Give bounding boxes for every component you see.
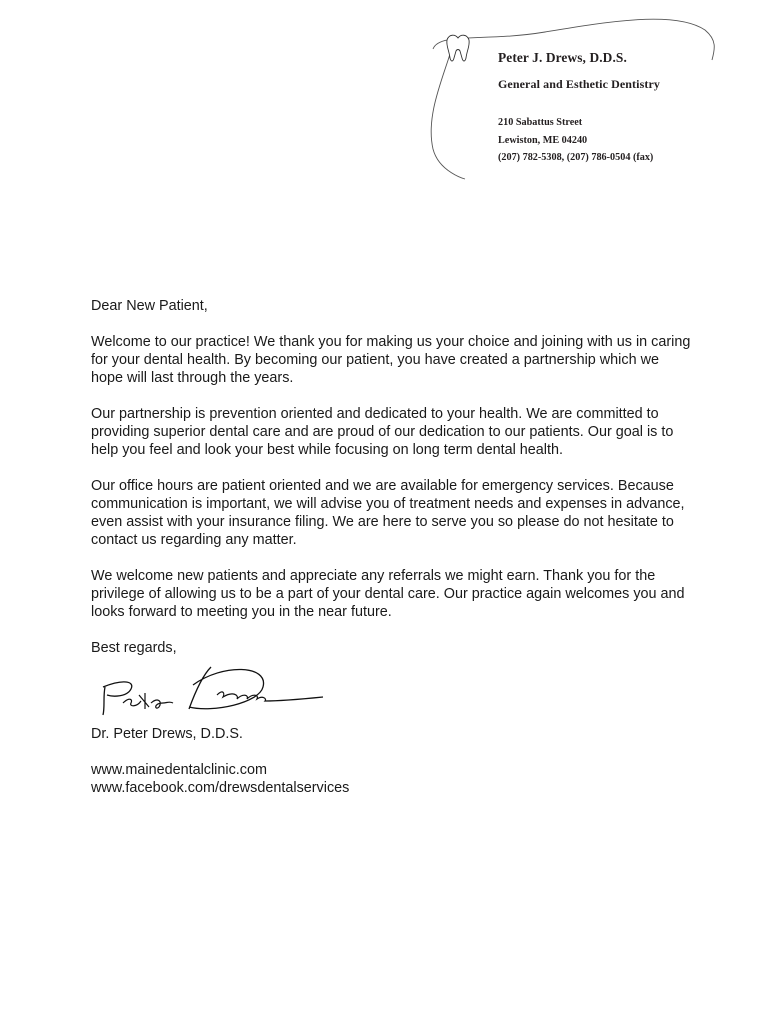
paragraph-welcome: Welcome to our practice! We thank you for making us your choice and joining with us in caring for your dental health. By becoming our patient, you have created a partnership which we hope will last through the years. — [91, 334, 691, 386]
salutation: Dear New Patient, — [91, 298, 208, 314]
paragraph-partnership: Our partnership is prevention oriented and dedicated to your health. We are committed to providing superior dental care and are proud of our dedication to our patients. Our goal is to help you feel and look your best while focusing on long term dental health. — [91, 406, 674, 458]
signature — [93, 657, 333, 719]
practice-address — [498, 114, 660, 167]
phone-fax: (207) 782-5308, (207) 786-0504 (fax) — [498, 152, 654, 163]
letter-body — [91, 297, 691, 797]
dentist-name: Peter J. Drews, D.D.S. — [498, 50, 627, 65]
signer-name: Dr. Peter Drews, D.D.S. — [91, 726, 243, 742]
practice-subtitle: General and Esthetic Dentistry — [498, 77, 660, 91]
paragraph-office-hours: Our office hours are patient oriented and we are available for emergency services. Because communication is important, we will advise you of treatment needs and expenses in advance, even assist with your insurance filing. We are here to serve you so please do not hesitate to contact us regarding any matter. — [91, 478, 685, 548]
closing: Best regards, — [91, 640, 177, 656]
facebook-link[interactable]: www.facebook.com/drewsdentalservices — [91, 780, 350, 796]
letterhead — [498, 50, 660, 167]
tooth-icon — [447, 35, 469, 61]
address-city: Lewiston, ME 04240 — [498, 134, 588, 146]
website-link[interactable]: www.mainedentalclinic.com — [91, 762, 267, 778]
paragraph-referrals: We welcome new patients and appreciate any referrals we might earn. Thank you for the privilege of allowing us to be a part of your dental care. Our practice again welcomes you and looks forward to meeting you in the near future. — [91, 568, 685, 620]
address-street: 210 Sabattus Street — [498, 117, 583, 128]
